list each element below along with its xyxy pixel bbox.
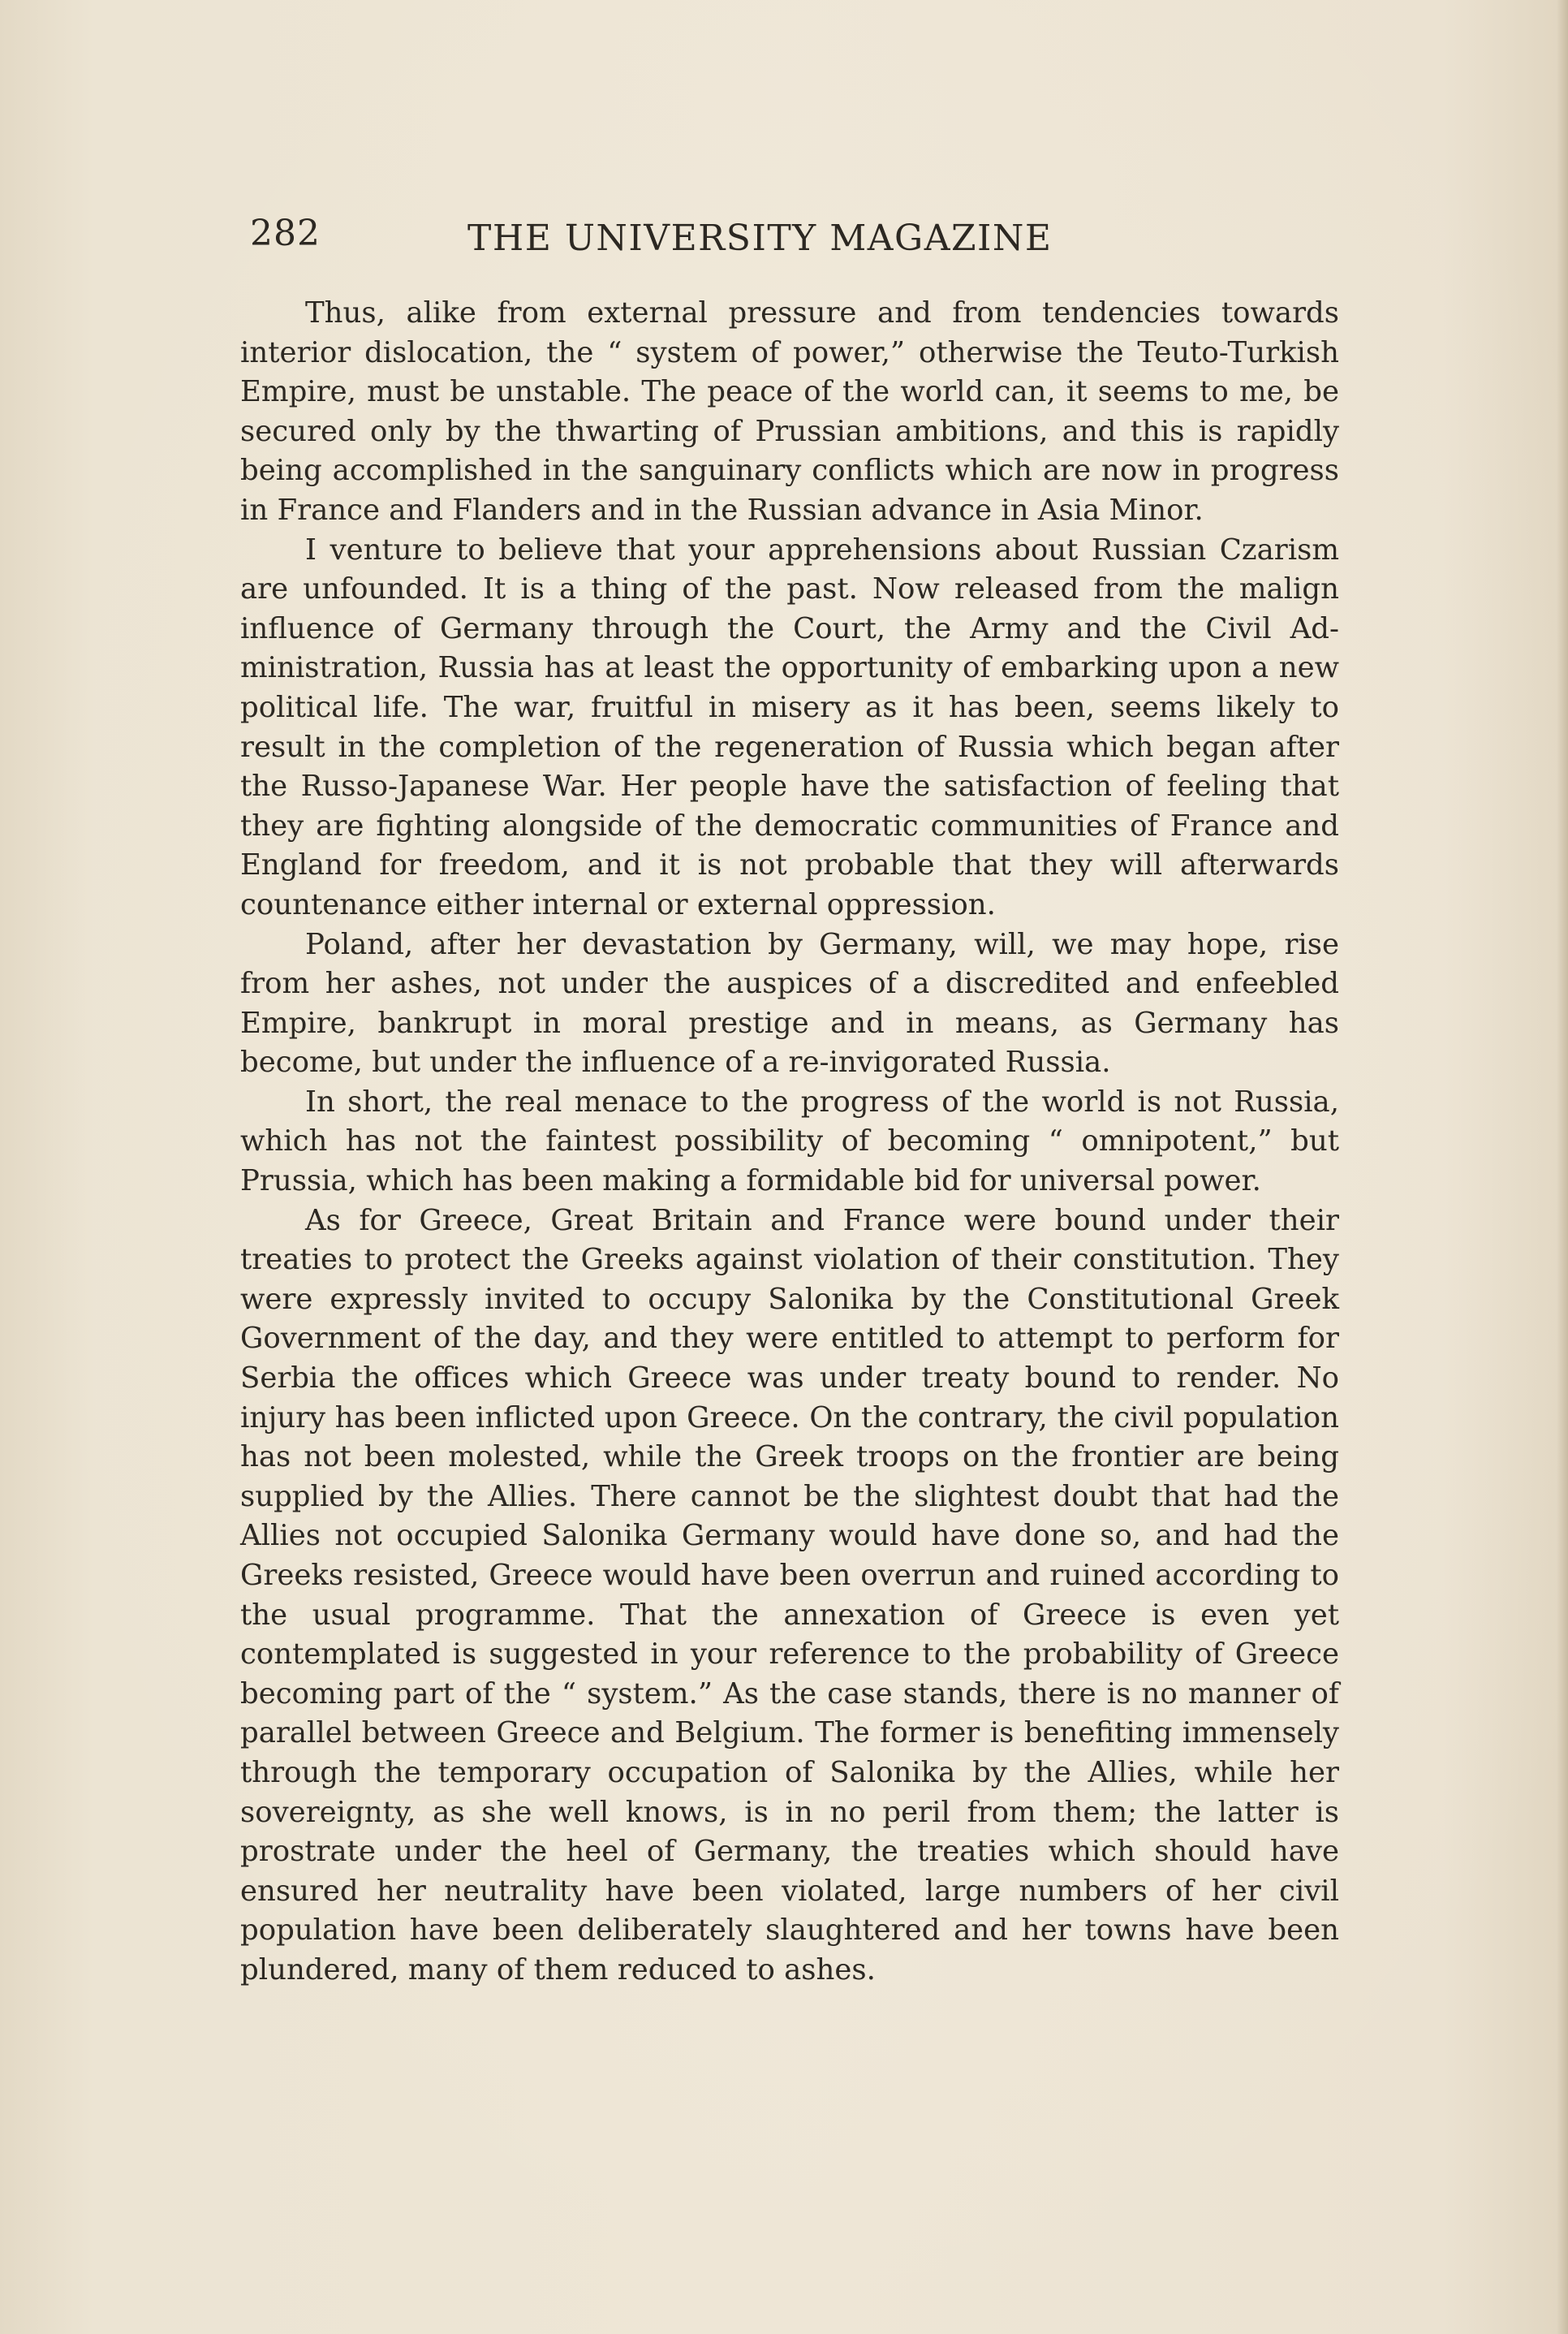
page-number: 282 bbox=[250, 213, 321, 254]
article-body bbox=[240, 294, 1339, 1991]
paragraph: I venture to believe that your apprehensions about Russian Czarism are unfounded. It is a thing of the past. Now released from the malign influence of Germany through the Court, the Army and the Civil Administration, Russia has at least the opportunity of embarking upon a new political life. The war, fruitful in misery as it has been, seems likely to result in the completion of the regeneration of Russia which began after the Russo-Japanese War. Her people have the satisfaction of feeling that they are fighting alongside of the democratic communities of France and England for freedom, and it is not probable that they will afterwards countenance either internal or external oppression. bbox=[240, 533, 1339, 921]
paragraph: Poland, after her devastation by Germany, will, we may hope, rise from her ashes, not under the auspices of a discredited and enfeebled Empire, bankrupt in moral prestige and in means, as Germany has become, but under the influence of a re-invigorated Russia. bbox=[240, 927, 1339, 1080]
paragraph: As for Greece, Great Britain and France were bound under their treaties to protect the Greeks against violation of their constitution. They were expressly invited to occupy Salonika by the Constitutional Greek Government of the day, and they were entitled to attempt to perform for Serbia the offices which Greece was under treaty bound to render. No injury has been inflicted upon Greece. On the contrary, the civil population has not been molested, while the Greek troops on the frontier are being supplied by the Allies. There cannot be the slightest doubt that had the Allies not occupied Salonika Germany would have done so, and had the Greeks resisted, Greece would have been overrun and ruined according to the usual programme. That the annexation of Greece is even yet contemplated is suggested in your reference to the probability of Greece becoming part of the “ system.” As the case stands, there is no manner of parallel between Greece and Belgium. The former is benefiting immensely through the temporary occupation of Salonika by the Allies, while her sovereignty, as she well knows, is in no peril from them; the latter is prostrate under the heel of Germany, the treaties which should have ensured her neutrality have been violated, large numbers of her civil population have been deliberately slaughtered and her towns have been plundered, many of them reduced to ashes. bbox=[240, 1203, 1339, 1987]
paragraph: In short, the real menace to the progress of the world is not Russia, which has not the faintest possibility of becoming “ omnipotent,” but Prussia, which has been making a formidable bid for universal power. bbox=[240, 1085, 1339, 1198]
running-title: THE UNIVERSITY MAGAZINE bbox=[467, 218, 1053, 259]
paragraph: Thus, alike from external pressure and from tendencies towards interior dislocation, the “ system of power,” otherwise the Teuto-Turkish Empire, must be unstable. The peace of the world can, it seems to me, be secured only by the thwarting of Prussian ambitions, and this is rapidly being accomplished in the sanguinary conflicts which are now in progress in France and Flanders and in the Russian advance in Asia Minor. bbox=[240, 296, 1339, 527]
page-header bbox=[250, 213, 1126, 270]
page-edge-shadow bbox=[1557, 0, 1568, 2334]
